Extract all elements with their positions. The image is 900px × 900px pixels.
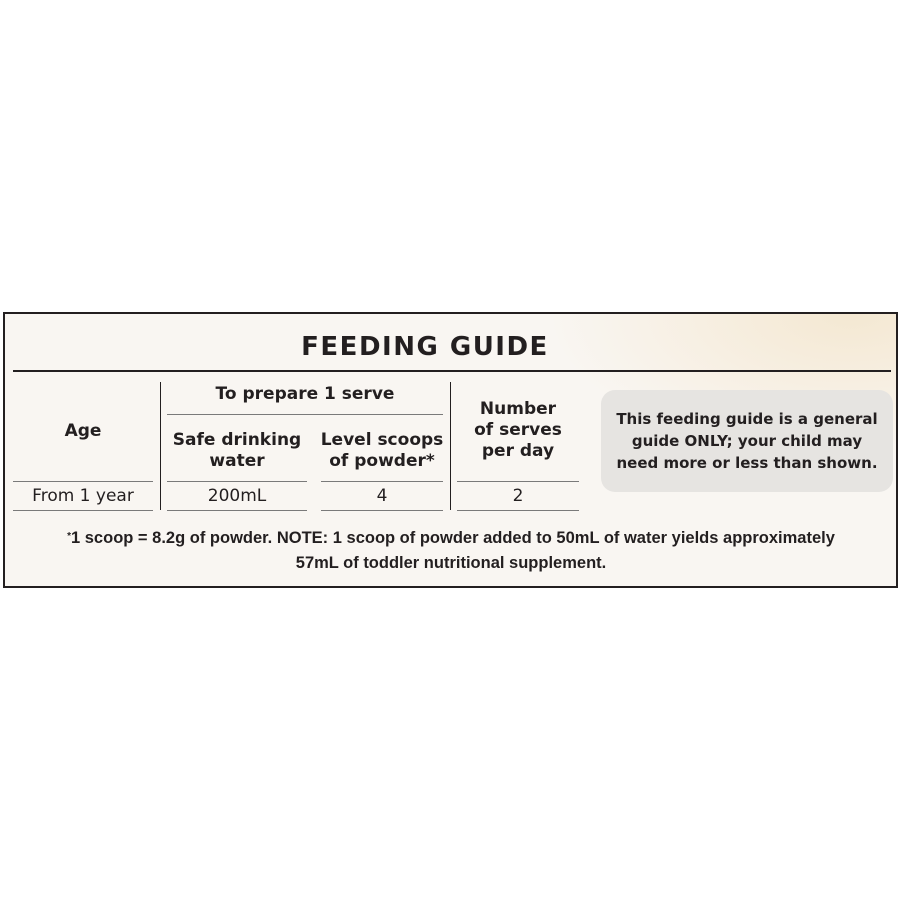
footnote-line1-text: 1 scoop = 8.2g of powder. NOTE: 1 scoop of powder added to 50mL of water yields approximately [71, 529, 835, 547]
scoops-header-line1: Level scoops [320, 430, 444, 450]
scoops-header [317, 430, 447, 472]
feeding-guide-panel [3, 312, 898, 588]
water-header-rule [167, 481, 307, 482]
scoop-footnote [25, 526, 877, 576]
footnote-marker: * [67, 531, 71, 542]
scoops-header-line2: of powder* [329, 451, 435, 471]
water-row-rule [167, 510, 307, 511]
age-value: From 1 year [32, 486, 134, 506]
water-value: 200mL [207, 486, 267, 506]
serves-header [457, 399, 579, 462]
age-header-rule [13, 481, 153, 482]
scoops-header-rule [321, 481, 443, 482]
footnote-line1 [25, 526, 877, 551]
serves-header-line2: of serves [474, 420, 562, 440]
serves-header-line1: Number [479, 399, 557, 419]
note-line1: This feeding guide is a general [616, 410, 878, 428]
water-header-line1: Safe drinking [172, 430, 302, 450]
water-header [167, 430, 307, 472]
note-line3: need more or less than shown. [616, 454, 878, 472]
age-row-rule [13, 510, 153, 511]
serves-row-rule [457, 510, 579, 511]
water-header-line2: water [209, 451, 265, 471]
age-header: Age [64, 421, 102, 441]
scoops-value: 4 [376, 486, 388, 506]
title-divider [13, 370, 891, 372]
scoops-row-rule [321, 510, 443, 511]
note-line2: guide ONLY; your child may [631, 432, 863, 450]
prepare-serve-header: To prepare 1 serve [215, 384, 395, 404]
guide-note-text [616, 408, 878, 474]
column-divider-2 [450, 382, 451, 510]
group-header-rule [167, 414, 443, 415]
footnote-line2: 57mL of toddler nutritional supplement. [295, 554, 607, 572]
serves-header-rule [457, 481, 579, 482]
serves-value: 2 [512, 486, 524, 506]
column-divider-1 [160, 382, 161, 510]
feeding-guide-title: FEEDING GUIDE [301, 332, 549, 362]
guide-note-box [601, 390, 893, 492]
serves-header-line3: per day [481, 441, 555, 461]
